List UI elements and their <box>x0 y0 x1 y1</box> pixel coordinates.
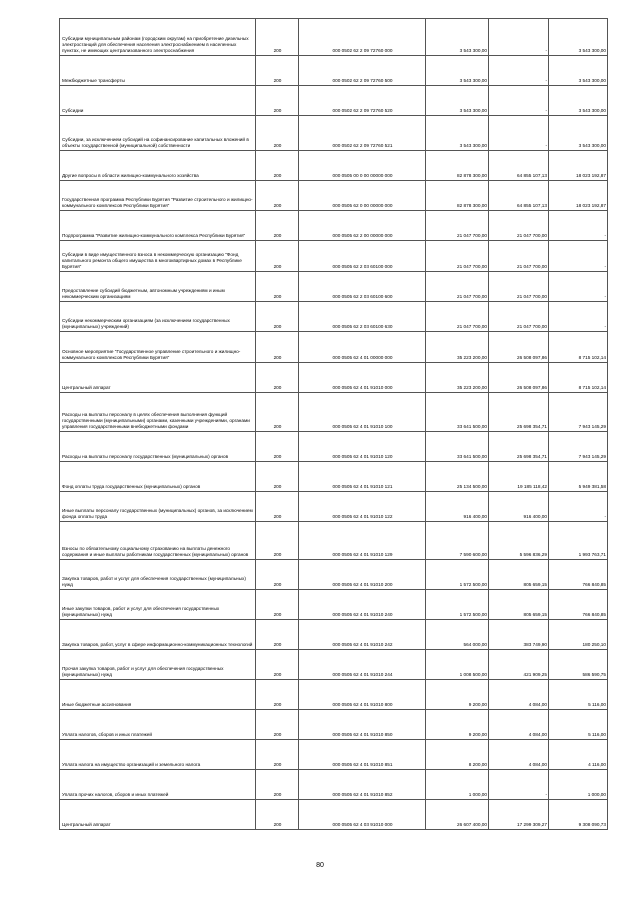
row-executed-amount: 5 596 836,29 <box>489 522 549 560</box>
row-budget-code: 000 0505 62 4 01 91010 000 <box>299 363 426 393</box>
row-executed-amount: 421 909,25 <box>489 650 549 680</box>
row-line-code: 200 <box>256 522 299 560</box>
row-name: Уплата налога на имущество организаций и земельного налога <box>60 740 256 770</box>
row-line-code: 200 <box>256 710 299 740</box>
row-executed-amount: - <box>489 86 549 116</box>
table-row <box>60 86 608 116</box>
row-name: Субсидии <box>60 86 256 116</box>
row-name: Центральный аппарат <box>60 363 256 393</box>
table-row <box>60 522 608 560</box>
row-line-code: 200 <box>256 19 299 56</box>
row-executed-amount: 805 659,15 <box>489 590 549 620</box>
row-executed-amount: 26 508 097,86 <box>489 363 549 393</box>
row-budget-code: 000 0505 62 4 01 91010 120 <box>299 432 426 462</box>
table-row <box>60 116 608 151</box>
row-budget-code: 000 0502 62 2 09 72760 521 <box>299 116 426 151</box>
row-name: Межбюджетные трансферты <box>60 56 256 86</box>
row-approved-amount: 9 200,00 <box>426 680 489 710</box>
row-budget-code: 000 0505 62 2 03 60100 600 <box>299 272 426 302</box>
table-row <box>60 740 608 770</box>
table-row <box>60 393 608 432</box>
row-line-code: 200 <box>256 116 299 151</box>
row-name: Закупка товаров, работ и услуг для обеспечения государственных (муниципальных) нужд <box>60 560 256 590</box>
row-unexecuted-amount: 180 250,10 <box>549 620 608 650</box>
row-name: Предоставление субсидий бюджетным, автономным учреждениям и иным некоммерческим организациям <box>60 272 256 302</box>
row-line-code: 200 <box>256 650 299 680</box>
row-executed-amount: - <box>489 19 549 56</box>
table-row <box>60 560 608 590</box>
row-unexecuted-amount: 3 543 300,00 <box>549 116 608 151</box>
row-unexecuted-amount: - <box>549 272 608 302</box>
row-unexecuted-amount: 3 543 300,00 <box>549 86 608 116</box>
row-approved-amount: 35 223 200,00 <box>426 363 489 393</box>
row-approved-amount: 3 543 300,00 <box>426 116 489 151</box>
table-row <box>60 462 608 492</box>
row-name: Подпрограмма "Развитие жилищно-коммунального комплекса Республики Бурятия" <box>60 211 256 241</box>
row-budget-code: 000 0505 62 4 01 91010 800 <box>299 680 426 710</box>
table-row <box>60 770 608 800</box>
row-budget-code: 000 0505 62 4 01 91010 122 <box>299 492 426 522</box>
row-name: Иные закупки товаров, работ и услуг для обеспечения государственных (муниципальных) нужд <box>60 590 256 620</box>
row-line-code: 200 <box>256 241 299 272</box>
row-budget-code: 000 0505 62 2 00 00000 000 <box>299 211 426 241</box>
table-row <box>60 432 608 462</box>
row-executed-amount: 64 855 107,13 <box>489 181 549 211</box>
row-line-code: 200 <box>256 272 299 302</box>
row-executed-amount: 383 749,90 <box>489 620 549 650</box>
row-approved-amount: 21 047 700,00 <box>426 211 489 241</box>
row-executed-amount: 64 855 107,13 <box>489 151 549 181</box>
row-unexecuted-amount: 18 023 192,87 <box>549 151 608 181</box>
row-unexecuted-amount: 1 000,00 <box>549 770 608 800</box>
row-approved-amount: 33 641 500,00 <box>426 393 489 432</box>
row-executed-amount: 19 185 118,42 <box>489 462 549 492</box>
row-unexecuted-amount: 18 023 192,87 <box>549 181 608 211</box>
table-row <box>60 302 608 332</box>
table-row <box>60 680 608 710</box>
row-approved-amount: 3 543 300,00 <box>426 19 489 56</box>
row-approved-amount: 35 223 200,00 <box>426 332 489 363</box>
table-row <box>60 332 608 363</box>
row-approved-amount: 9 200,00 <box>426 710 489 740</box>
row-name: Центральный аппарат <box>60 800 256 830</box>
row-unexecuted-amount: 7 943 145,29 <box>549 432 608 462</box>
row-unexecuted-amount: 7 943 145,29 <box>549 393 608 432</box>
row-budget-code: 000 0505 62 4 01 91010 244 <box>299 650 426 680</box>
row-budget-code: 000 0505 62 4 01 91010 850 <box>299 710 426 740</box>
row-approved-amount: 3 543 300,00 <box>426 56 489 86</box>
row-line-code: 200 <box>256 86 299 116</box>
row-line-code: 200 <box>256 680 299 710</box>
row-executed-amount: 25 698 354,71 <box>489 393 549 432</box>
row-unexecuted-amount: - <box>549 302 608 332</box>
row-unexecuted-amount: - <box>549 241 608 272</box>
row-line-code: 200 <box>256 560 299 590</box>
page-number: 80 <box>316 862 324 869</box>
row-executed-amount: - <box>489 116 549 151</box>
row-line-code: 200 <box>256 181 299 211</box>
row-approved-amount: 3 543 300,00 <box>426 86 489 116</box>
row-executed-amount: 4 084,00 <box>489 710 549 740</box>
row-approved-amount: 33 641 500,00 <box>426 432 489 462</box>
row-approved-amount: 82 878 300,00 <box>426 151 489 181</box>
table-row <box>60 19 608 56</box>
row-unexecuted-amount: 1 993 763,71 <box>549 522 608 560</box>
row-unexecuted-amount: 3 543 300,00 <box>549 19 608 56</box>
row-line-code: 200 <box>256 302 299 332</box>
row-executed-amount: 805 659,15 <box>489 560 549 590</box>
row-name: Субсидии в виде имущественного взноса в некоммерческую организацию "Фонд капитального ремонта общего имущества в многоквартирных домах в Республике Бурятия" <box>60 241 256 272</box>
row-budget-code: 000 0502 62 2 09 72760 000 <box>299 19 426 56</box>
row-executed-amount: 916 400,00 <box>489 492 549 522</box>
row-unexecuted-amount: 766 840,85 <box>549 560 608 590</box>
row-executed-amount: 21 047 700,00 <box>489 211 549 241</box>
row-budget-code: 000 0505 62 4 01 91010 242 <box>299 620 426 650</box>
row-name: Уплата прочих налогов, сборов и иных платежей <box>60 770 256 800</box>
row-name: Субсидии муниципальным районам (городским округам) на приобретение дизельных электростанций для обеспечения населения электроснабжением в населенных пунктах, не имеющих централизованного электроснабжения <box>60 19 256 56</box>
row-approved-amount: 7 590 600,00 <box>426 522 489 560</box>
table-row <box>60 241 608 272</box>
row-budget-code: 000 0505 00 0 00 00000 000 <box>299 151 426 181</box>
row-unexecuted-amount: 9 308 090,73 <box>549 800 608 830</box>
row-approved-amount: 82 878 300,00 <box>426 181 489 211</box>
table-row <box>60 151 608 181</box>
row-approved-amount: 1 008 500,00 <box>426 650 489 680</box>
row-line-code: 200 <box>256 620 299 650</box>
table-row <box>60 56 608 86</box>
row-budget-code: 000 0505 62 4 01 91010 852 <box>299 770 426 800</box>
row-unexecuted-amount: 5 116,00 <box>549 680 608 710</box>
budget-table <box>59 18 607 830</box>
row-line-code: 200 <box>256 332 299 363</box>
row-executed-amount: - <box>489 56 549 86</box>
row-executed-amount: 4 084,00 <box>489 740 549 770</box>
table-row <box>60 650 608 680</box>
row-executed-amount: 21 047 700,00 <box>489 272 549 302</box>
row-unexecuted-amount: 766 840,85 <box>549 590 608 620</box>
row-unexecuted-amount: 5 949 381,58 <box>549 462 608 492</box>
row-unexecuted-amount: - <box>549 211 608 241</box>
row-name: Расходы на выплаты персоналу государственных (муниципальных) органов <box>60 432 256 462</box>
row-approved-amount: 26 607 400,00 <box>426 800 489 830</box>
row-name: Другие вопросы в области жилищно-коммунального хозяйства <box>60 151 256 181</box>
row-approved-amount: 1 000,00 <box>426 770 489 800</box>
row-executed-amount: - <box>489 770 549 800</box>
row-budget-code: 000 0505 62 4 01 91010 240 <box>299 590 426 620</box>
table-row <box>60 272 608 302</box>
row-approved-amount: 8 200,00 <box>426 740 489 770</box>
row-unexecuted-amount: 4 116,00 <box>549 740 608 770</box>
row-unexecuted-amount: 8 715 102,14 <box>549 363 608 393</box>
row-name: Взносы по обязательному социальному страхованию на выплаты денежного содержания и иные выплаты работникам государственных (муниципальных) органов <box>60 522 256 560</box>
row-budget-code: 000 0505 62 2 03 60100 000 <box>299 241 426 272</box>
row-name: Государственная программа Республики Бурятия "Развитие строительного и жилищно-коммунального комплексов Республики Бурятия" <box>60 181 256 211</box>
row-line-code: 200 <box>256 393 299 432</box>
row-line-code: 200 <box>256 740 299 770</box>
table-row <box>60 710 608 740</box>
row-unexecuted-amount: - <box>549 492 608 522</box>
table-row <box>60 492 608 522</box>
row-budget-code: 000 0505 62 4 01 91010 851 <box>299 740 426 770</box>
table-row <box>60 620 608 650</box>
table-row <box>60 363 608 393</box>
row-line-code: 200 <box>256 56 299 86</box>
row-line-code: 200 <box>256 211 299 241</box>
row-unexecuted-amount: 8 715 102,14 <box>549 332 608 363</box>
row-line-code: 200 <box>256 800 299 830</box>
row-budget-code: 000 0505 62 4 01 91010 200 <box>299 560 426 590</box>
row-approved-amount: 1 572 500,00 <box>426 560 489 590</box>
row-line-code: 200 <box>256 590 299 620</box>
row-name: Иные выплаты персоналу государственных (муниципальных) органов, за исключением фонда оплаты труда <box>60 492 256 522</box>
row-name: Закупка товаров, работ, услуг в сфере информационно-коммуникационных технологий <box>60 620 256 650</box>
row-executed-amount: 25 698 354,71 <box>489 432 549 462</box>
row-unexecuted-amount: 5 116,00 <box>549 710 608 740</box>
row-unexecuted-amount: 586 590,75 <box>549 650 608 680</box>
row-unexecuted-amount: 3 543 300,00 <box>549 56 608 86</box>
row-line-code: 200 <box>256 432 299 462</box>
row-budget-code: 000 0505 62 4 01 00000 000 <box>299 332 426 363</box>
row-budget-code: 000 0505 62 2 03 60100 630 <box>299 302 426 332</box>
row-name: Фонд оплаты труда государственных (муниципальных) органов <box>60 462 256 492</box>
row-line-code: 200 <box>256 151 299 181</box>
row-approved-amount: 21 047 700,00 <box>426 272 489 302</box>
row-name: Уплата налогов, сборов и иных платежей <box>60 710 256 740</box>
row-approved-amount: 1 572 500,00 <box>426 590 489 620</box>
row-name: Иные бюджетные ассигнования <box>60 680 256 710</box>
row-line-code: 200 <box>256 363 299 393</box>
row-budget-code: 000 0505 62 4 01 91010 129 <box>299 522 426 560</box>
table-row <box>60 211 608 241</box>
row-name: Расходы на выплаты персоналу в целях обеспечения выполнения функций государственными (муниципальными) органами, казенными учреждениями, органами управления государственными внебюджетными фондами <box>60 393 256 432</box>
row-budget-code: 000 0505 62 4 03 91010 000 <box>299 800 426 830</box>
row-name: Основное мероприятие "Государственное управление строительного и жилищно-коммунального комплексов Республики Бурятия" <box>60 332 256 363</box>
row-executed-amount: 17 299 309,27 <box>489 800 549 830</box>
table-row <box>60 590 608 620</box>
row-line-code: 200 <box>256 492 299 522</box>
table-row <box>60 800 608 830</box>
row-approved-amount: 21 047 700,00 <box>426 241 489 272</box>
row-line-code: 200 <box>256 462 299 492</box>
row-approved-amount: 564 000,00 <box>426 620 489 650</box>
table-row <box>60 181 608 211</box>
row-budget-code: 000 0502 62 2 09 72760 500 <box>299 56 426 86</box>
row-name: Субсидии, за исключением субсидий на софинансирование капитальных вложений в объекты государственной (муниципальной) собственности <box>60 116 256 151</box>
row-budget-code: 000 0505 62 0 00 00000 000 <box>299 181 426 211</box>
row-name: Субсидии некоммерческим организациям (за исключением государственных (муниципальных) учреждений) <box>60 302 256 332</box>
row-executed-amount: 21 047 700,00 <box>489 241 549 272</box>
row-executed-amount: 26 508 097,86 <box>489 332 549 363</box>
row-approved-amount: 25 134 500,00 <box>426 462 489 492</box>
row-executed-amount: 4 084,00 <box>489 680 549 710</box>
row-budget-code: 000 0505 62 4 01 91010 100 <box>299 393 426 432</box>
row-budget-code: 000 0505 62 4 01 91010 121 <box>299 462 426 492</box>
row-approved-amount: 21 047 700,00 <box>426 302 489 332</box>
row-executed-amount: 21 047 700,00 <box>489 302 549 332</box>
row-budget-code: 000 0502 62 2 09 72760 520 <box>299 86 426 116</box>
row-approved-amount: 916 400,00 <box>426 492 489 522</box>
row-name: Прочая закупка товаров, работ и услуг для обеспечения государственных (муниципальных) нужд <box>60 650 256 680</box>
row-line-code: 200 <box>256 770 299 800</box>
